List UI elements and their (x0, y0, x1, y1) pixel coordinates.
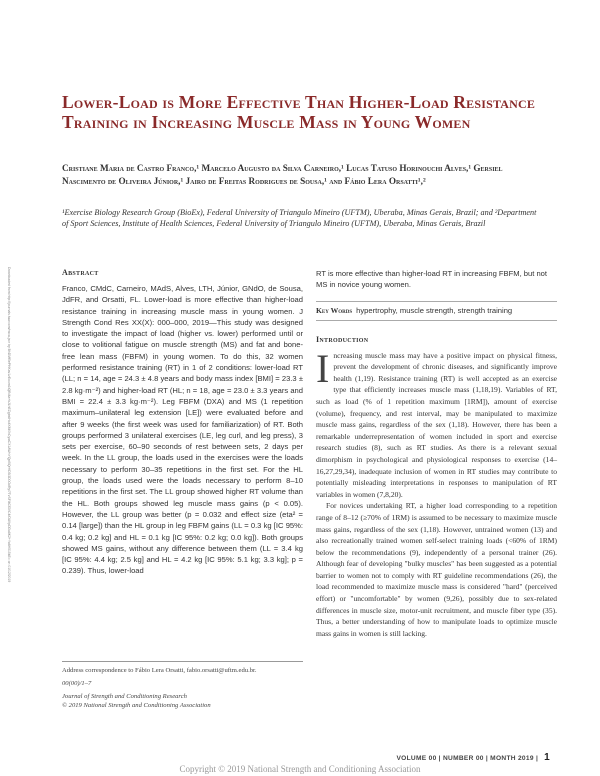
introduction-heading: Introduction (316, 334, 369, 344)
affiliations: ¹Exercise Biology Research Group (BioEx), Federal University of Triangulo Mineiro (UFTM), Uberaba, Minas Gerais, Brazil; and ²Department of Sport Sciences, Institute of Health Sciences, Federal University of Triangulo Mineiro (UFTM), Uberaba, Minas Gerais, Brazil (62, 208, 537, 228)
download-watermark-text: Downloaded from http://journals.lww.com/nsca-jscr by BhDMf5ePHKav1zEoum1tQfN4a+kJLhEZgbsIHo4XMi0hCywCX1AWnYQp/IlQrHD3i3D0OdRyi7TvSFl4Cf3VC4/OAVpDDa8K2+Ya6H515kE= on 01/12/2019 (7, 267, 11, 583)
journal-name: Journal of Strength and Conditioning Research (62, 693, 187, 700)
abstract-heading: Abstract (62, 268, 99, 277)
journal-copyright: © 2019 National Strength and Conditioning Association (62, 702, 211, 709)
author-list: Cristiane Maria de Castro Franco,¹ Marcelo Augusto da Silva Carneiro,¹ Lucas Tatuso Horinouchi Alves,¹ Gersiel Nascimento de Oliveira Júnior,¹ Jairo de Freitas Rodrigues de Sousa,¹ and Fábio Lera Orsatti¹,² (62, 163, 503, 186)
key-words-text: hypertrophy, muscle strength, strength training (356, 305, 513, 315)
introduction-paragraph-1 (316, 345, 557, 501)
bottom-copyright: Copyright © 2019 National Strength and Conditioning Association (179, 764, 421, 774)
page-number: 1 (544, 752, 550, 763)
volume-pages: 00(00)/1–7 (62, 680, 92, 687)
drop-cap: I (316, 345, 330, 391)
left-column (62, 268, 303, 577)
abstract-text: Franco, CMdC, Carneiro, MAdS, Alves, LTH, Júnior, GNdO, de Sousa, JdFR, and Orsatti, FL. Lower-load is more effective than higher-load resistance training in increasing muscle mass in young women. J Strength Cond Res XX(X): 000–000, 2019—This study was designed to investigate the impact of load (higher vs. lower) performed until or close to volitional fatigue on muscle strength (MS) and fat and bone-free lean mass (FBFM) in young women. To do this, 32 women performed resistance training (RT) in 1 of 2 conditions: lower-load RT (LL; n = 14, age = 24.3 ± 4.8 years and body mass index [BMI] = 23.3 ± 2.8 kg·m⁻²) and higher-load RT (HL; n = 18, age = 23.0 ± 3.3 years and BMI = 22.4 ± 3.3 kg·m⁻²). Leg FBFM (DXA) and MS (1 repetition maximum–unilateral leg extension [LE]) were evaluated before and after 9 weeks (the first week was used for familiarization) of RT. Both groups performed 3 unilateral exercises (LE, leg curl, and leg press), 3 sets per exercise, 60–90 seconds of rest between sets, 2 days per week. In the LL group, the loads used in the exercises were the loads necessary to perform 30–35 repetitions in the first set. For the HL group, the loads used were the loads necessary to perform 8–10 repetitions in the first set. The LL group showed higher RT volume than the HL. Both groups showed leg muscle mass gains (p < 0.05). However, the LL group was better (p = 0.032 and effect size (eta² = 0.14 [large]) than the HL group in leg FBFM gains (LL = 0.3 kg [IC 95%: 0.4 kg; 0.2 kg] and HL = 0.1 kg [IC 95%: 0.2 kg; 0.0 kg]). Both groups showed MS gains, without any difference between them (LL = 3.4 kg [IC 95%: 4.4 kg; 2.5 kg] and HL = 4.2 kg [IC 95%: 5.1 kg; 3.3 kg]; p = 0.239). Thus, lower-load (62, 284, 303, 576)
abstract-continued: RT is more effective than higher-load RT in increasing FBFM, but not MS in novice young women. (316, 269, 548, 290)
download-watermark (4, 267, 14, 583)
introduction-paragraph-1-text: ncreasing muscle mass may have a positive impact on physical fitness, prevent the development of chronic diseases, and significantly improve health (1,19). Resistance training (RT) is well accepted as an exercise type that efficiently increases muscle mass (1,18,19). Variables of RT, such as load (% of 1 repetition maximum [1RM]), amount of exercise (volume), frequency, and rest interval, may be manipulated to maximize muscle mass gains, regardless of the sex (1,18). However, there has been a remarkable underrepresentation of women included in sport and exercise research studies (8), such as RT studies. As there is a relevant sexual dimorphism in psychological and physiological responses to exercise (14–16,27,29,34), inadequate inclusion of women in RT studies may contribute to potentially misleading interpretations in responses to manipulation of RT variables in women (7,8,20). (316, 350, 557, 499)
article-title: Lower-Load is More Effective Than Higher-Load Resistance Training in Increasing Muscle Mass in Young Women (62, 92, 536, 132)
footer-issue-info: VOLUME 00 | NUMBER 00 | MONTH 2019 | (396, 755, 539, 762)
correspondence-address: Address correspondence to Fábio Lera Orsatti, fabio.orsatti@uftm.edu.br. (62, 667, 257, 674)
page-footer (396, 752, 550, 763)
correspondence-block (62, 661, 303, 710)
introduction-paragraph-2: For novices undertaking RT, a higher load corresponding to a repetition range of 8–12 (≥70% of 1RM) is assumed to be necessary to maximize muscle mass gains, regardless of the sex (1,18). However, untrained women (13) and also recreationally trained women self-select training loads (<60% of 1RM) below the recommendations (9), independently of a personal trainer (26). Although fear of developing "bulky muscles" has been suggested as a potential barrier to women not to comply with RT guideline recommendations (26), the load recommended to maximize muscle mass is considered "hard" (perceived effort) or "uncomfortable" by women (9,26), possibly due to sex-related differences in muscle size, motor-unit recruitment, and muscle fiber type (35). Thus, a better understanding of how to manipulate loads to optimize muscle mass gains in women is still lacking. (316, 501, 557, 638)
key-words (316, 301, 557, 321)
right-column (316, 268, 557, 639)
key-words-label: Key Words (316, 305, 353, 315)
